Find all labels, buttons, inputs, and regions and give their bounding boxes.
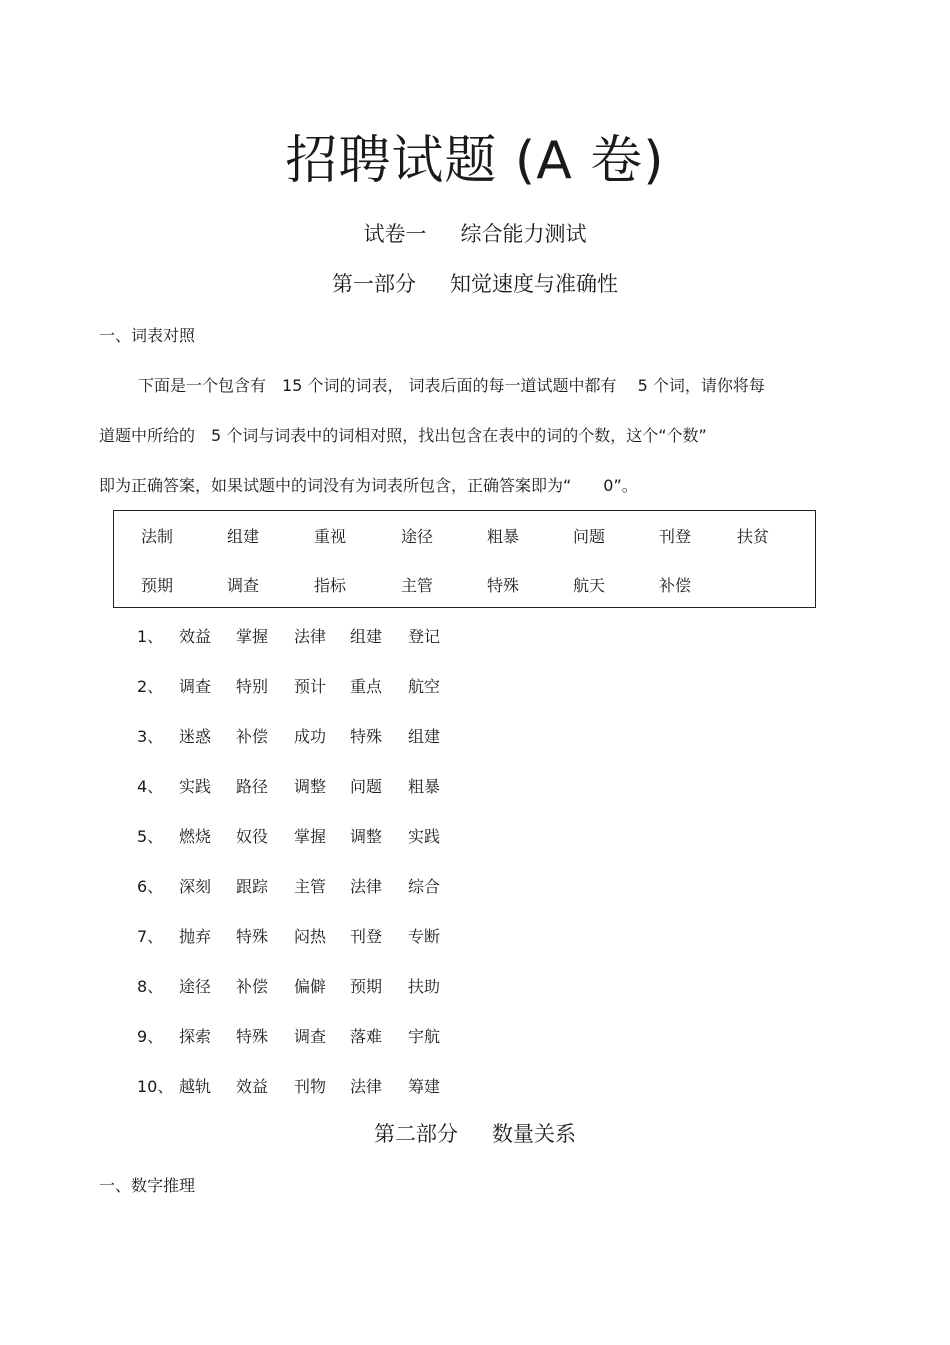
part1-name: 知觉速度与准确性	[450, 272, 618, 296]
part2-label: 第二部分	[374, 1122, 458, 1146]
question-word: 重点	[350, 677, 383, 696]
question-number: 4、	[137, 777, 164, 796]
question-word: 特殊	[350, 727, 383, 746]
word-table-cell: 组建	[227, 527, 260, 546]
question-word: 调查	[179, 677, 212, 696]
question-word: 航空	[408, 677, 441, 696]
question-word: 实践	[408, 827, 441, 846]
question-word: 法律	[350, 877, 383, 896]
question-word: 登记	[408, 627, 441, 646]
word-table-cell: 粗暴	[487, 527, 520, 546]
question-number: 6、	[137, 877, 164, 896]
word-table-cell: 指标	[314, 576, 347, 595]
paper-label: 试卷一	[363, 222, 427, 246]
part2-heading	[0, 1119, 950, 1149]
question-word: 刊物	[294, 1077, 327, 1096]
question-word: 落难	[350, 1027, 383, 1046]
section2-heading: 一、数字推理	[99, 1176, 196, 1195]
page-title: 招聘试题 (A 卷)	[285, 131, 665, 191]
question-word: 掌握	[236, 627, 269, 646]
section1-heading: 一、词表对照	[99, 326, 196, 345]
question-word: 跟踪	[236, 877, 269, 896]
question-word: 探索	[179, 1027, 212, 1046]
question-word: 成功	[294, 727, 327, 746]
part1-heading	[0, 269, 950, 299]
question-word: 迷惑	[179, 727, 212, 746]
question-word: 特别	[236, 677, 269, 696]
word-table-cell: 预期	[141, 576, 174, 595]
question-number: 7、	[137, 927, 164, 946]
question-word: 补偿	[236, 727, 269, 746]
question-word: 补偿	[236, 977, 269, 996]
question-number: 1、	[137, 627, 164, 646]
question-word: 筹建	[408, 1077, 441, 1096]
question-word: 扶助	[408, 977, 441, 996]
question-word: 预计	[294, 677, 327, 696]
question-word: 组建	[350, 627, 383, 646]
question-word: 专断	[408, 927, 441, 946]
question-number: 3、	[137, 727, 164, 746]
question-word: 奴役	[236, 827, 269, 846]
question-word: 主管	[294, 877, 327, 896]
word-table-cell: 航天	[573, 576, 606, 595]
instruction-line-3: 即为正确答案，如果试题中的词没有为词表所包含，正确答案即为“ 0”。	[99, 476, 638, 495]
question-number: 2、	[137, 677, 164, 696]
question-word: 深刻	[179, 877, 212, 896]
question-word: 特殊	[236, 927, 269, 946]
word-table-cell: 重视	[314, 527, 347, 546]
question-word: 宇航	[408, 1027, 441, 1046]
question-word: 组建	[408, 727, 441, 746]
instruction-line-1: 下面是一个包含有 15 个词的词表， 词表后面的每一道试题中都有 5 个词，请你将每	[138, 376, 765, 395]
question-word: 燃烧	[179, 827, 212, 846]
question-word: 调查	[294, 1027, 327, 1046]
question-word: 途径	[179, 977, 212, 996]
question-word: 综合	[408, 877, 441, 896]
question-word: 粗暴	[408, 777, 441, 796]
question-number: 8、	[137, 977, 164, 996]
part1-label: 第一部分	[332, 272, 416, 296]
question-word: 效益	[179, 627, 212, 646]
question-word: 法律	[350, 1077, 383, 1096]
question-number: 9、	[137, 1027, 164, 1046]
word-table-cell: 补偿	[659, 576, 692, 595]
word-table-cell: 刊登	[659, 527, 692, 546]
question-word: 越轨	[179, 1077, 212, 1096]
question-word: 闷热	[294, 927, 327, 946]
question-word: 刊登	[350, 927, 383, 946]
word-table-cell: 途径	[401, 527, 434, 546]
question-word: 调整	[294, 777, 327, 796]
word-table-cell: 特殊	[487, 576, 520, 595]
question-word: 法律	[294, 627, 327, 646]
question-word: 抛弃	[179, 927, 212, 946]
paper-name: 综合能力测试	[460, 222, 587, 246]
question-number: 5、	[137, 827, 164, 846]
word-table-cell: 法制	[141, 527, 174, 546]
question-number: 10、	[137, 1077, 174, 1096]
question-word: 实践	[179, 777, 212, 796]
word-table-cell: 调查	[227, 576, 260, 595]
question-word: 偏僻	[294, 977, 327, 996]
question-word: 特殊	[236, 1027, 269, 1046]
question-word: 掌握	[294, 827, 327, 846]
instruction-line-2: 道题中所给的 5 个词与词表中的词相对照，找出包含在表中的词的个数，这个“个数”	[99, 426, 707, 445]
word-table	[113, 510, 816, 608]
question-word: 路径	[236, 777, 269, 796]
word-table-cell: 扶贫	[737, 527, 770, 546]
question-word: 问题	[350, 777, 383, 796]
question-word: 预期	[350, 977, 383, 996]
word-table-cell: 问题	[573, 527, 606, 546]
paper-heading	[0, 219, 950, 249]
word-table-cell: 主管	[401, 576, 434, 595]
question-word: 效益	[236, 1077, 269, 1096]
part2-name: 数量关系	[492, 1122, 576, 1146]
question-word: 调整	[350, 827, 383, 846]
